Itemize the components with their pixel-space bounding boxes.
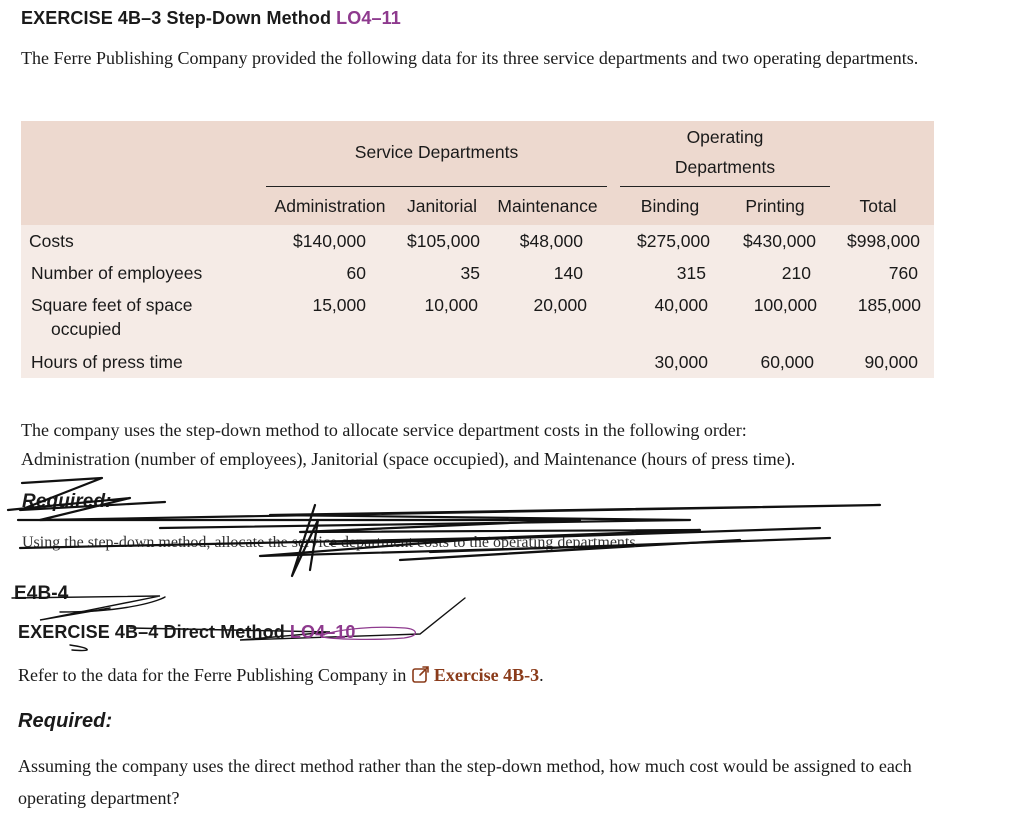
refer-paragraph [18, 661, 544, 690]
table-cell: $430,000 [743, 231, 816, 251]
column-header: Administration [274, 196, 386, 216]
department-data-table [21, 121, 934, 378]
row-label: Square feet of space [31, 295, 193, 315]
group-header-operating-line2: Departments [674, 157, 776, 177]
exercise-4b-3-link[interactable]: Exercise 4B-3 [433, 665, 540, 685]
table-cell: 60,000 [760, 352, 814, 372]
table-cell: 40,000 [654, 295, 708, 315]
column-header: Total [859, 196, 897, 216]
table-cell: 15,000 [312, 295, 366, 315]
column-header: Printing [745, 196, 805, 216]
exercise-code: EXERCISE 4B–3 [21, 8, 162, 28]
service-group-rule [266, 186, 607, 187]
table-cell: 760 [888, 263, 918, 283]
operating-group-rule [620, 186, 830, 187]
method-note-line2: Administration (number of employees), Janitorial (space occupied), and Maintenance (hours of press time). [21, 449, 796, 469]
learning-objective: LO4–11 [336, 8, 401, 28]
table-cell: $105,000 [407, 231, 480, 251]
exercise-code: EXERCISE 4B–4 [18, 622, 159, 642]
table-cell: $140,000 [293, 231, 366, 251]
table-cell: 60 [346, 263, 366, 283]
table-cell: $48,000 [519, 231, 583, 251]
table-cell: 35 [460, 263, 480, 283]
table-cell: 20,000 [533, 295, 587, 315]
column-header: Janitorial [406, 196, 478, 216]
table-cell: 315 [676, 263, 706, 283]
external-link-icon [411, 664, 431, 684]
row-label: Costs [29, 231, 74, 251]
table-cell: 210 [781, 263, 811, 283]
row-label: Hours of press time [31, 352, 183, 372]
group-header-operating-line1: Operating [686, 127, 764, 147]
table-cell: 30,000 [654, 352, 708, 372]
struck-required-label: Required: [22, 491, 112, 512]
table-cell: $998,000 [847, 231, 920, 251]
struck-instruction: Using the step-down method, allocate the service department costs to the operating departments. [22, 534, 640, 551]
row-label-continuation: occupied [51, 319, 122, 339]
exercise-title: Direct Method [163, 622, 285, 642]
table-cell: 185,000 [857, 295, 921, 315]
struck-exercise-tag: E4B-4 [14, 583, 69, 604]
refer-end: . [539, 665, 544, 685]
exercise-title: Step-Down Method [166, 8, 332, 28]
refer-text: Refer to the data for the Ferre Publishing Company in [18, 665, 407, 685]
table-cell: 90,000 [864, 352, 918, 372]
table-cell: 140 [553, 263, 583, 283]
row-label: Number of employees [31, 263, 203, 283]
table-cell: $275,000 [637, 231, 710, 251]
required-label: Required: [18, 710, 113, 732]
group-header-service: Service Departments [354, 142, 519, 162]
table-cell: 100,000 [753, 295, 817, 315]
column-header: Maintenance [497, 196, 598, 216]
column-header: Binding [640, 196, 700, 216]
question-text: Assuming the company uses the direct method rather than the step-down method, how much cost would be assigned to each operating department? [18, 756, 912, 808]
exercise-heading [18, 622, 356, 643]
table-cell: 10,000 [424, 295, 478, 315]
learning-objective: LO4–10 [289, 622, 356, 642]
intro-paragraph: The Ferre Publishing Company provided the following data for its three service departments and two operating departments. [21, 48, 919, 68]
exercise-heading [21, 8, 401, 29]
method-note-line1: The company uses the step-down method to allocate service department costs in the following order: [21, 420, 747, 440]
